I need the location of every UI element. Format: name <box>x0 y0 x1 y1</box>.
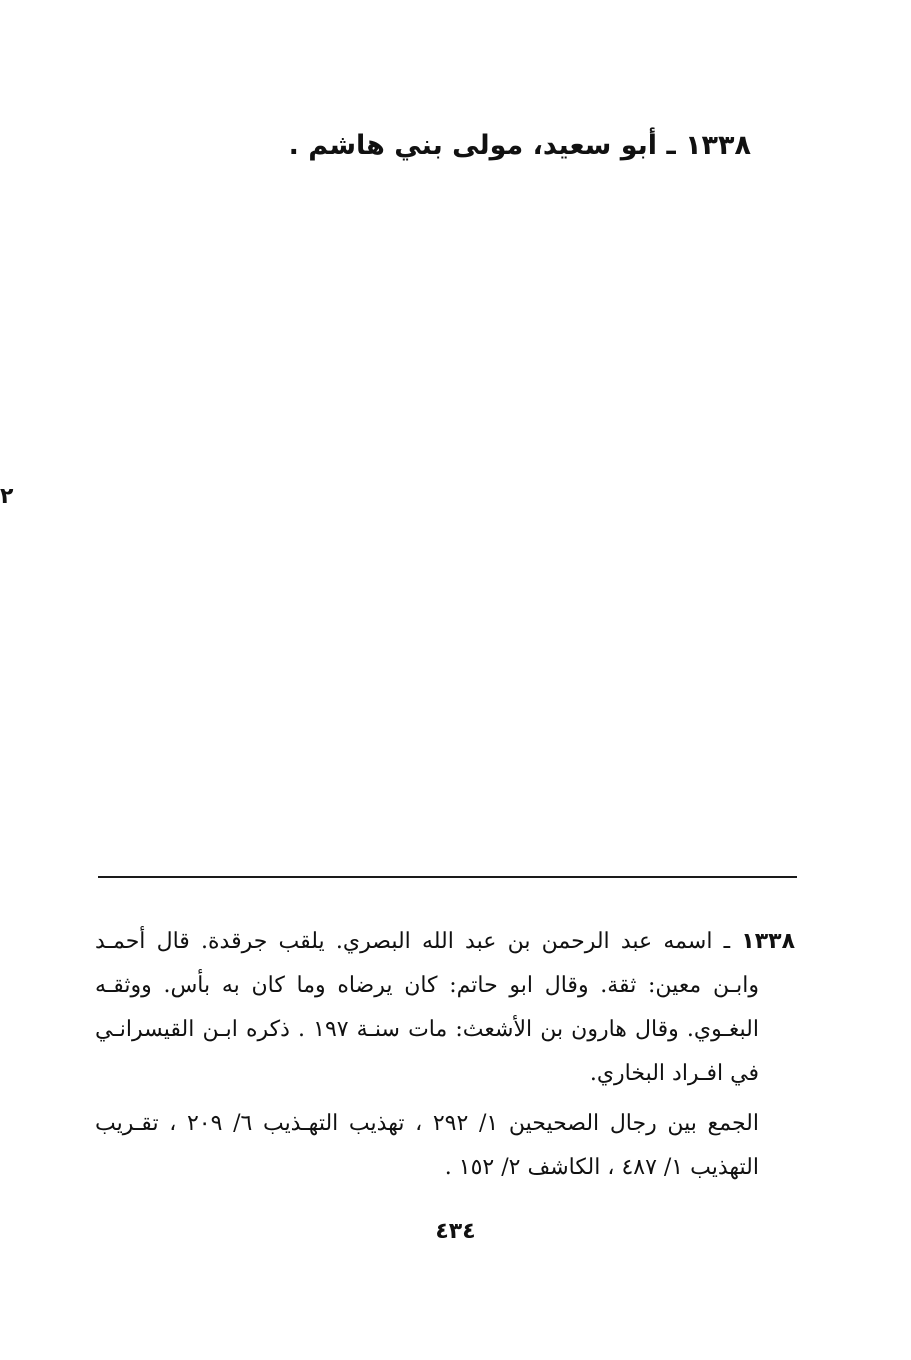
footnote-body-rest: معين: ثقة. وقال ابو حاتم: كان يرضاه وما كان به بأس. ووثقـه البغـوي. وقال هارون بن الأشعث: مات سنـة ١٩٧ . ذكره ابـن القيسرانـي في افـراد البخاري. <box>95 973 759 1086</box>
footnote-number: ١٣٣٨ <box>741 929 795 954</box>
footnote-references: الجمع بين رجال الصحيحين ١/ ٢٩٢ ، تهذيب التهـذيب ٦/ ٢٠٩ ، تقـريب التهذيب ١/ ٤٨٧ ، الكاشف ٢/ ١٥٢ . <box>95 1111 759 1180</box>
footnote-divider <box>98 876 797 878</box>
entry-heading: ١٣٣٨ ـ أبو سعيد، مولى بني هاشم . <box>288 130 751 161</box>
margin-mark: ٢ <box>0 484 14 509</box>
footnote-body-first: ـ اسمه عبد الرحمن بن عبد الله البصري. يلقب جرقدة. قال أحمـد وابـن <box>95 929 759 998</box>
page-number: ٤٣٤ <box>435 1219 476 1244</box>
footnote <box>95 920 795 1190</box>
footnote-paragraph <box>95 920 795 1096</box>
